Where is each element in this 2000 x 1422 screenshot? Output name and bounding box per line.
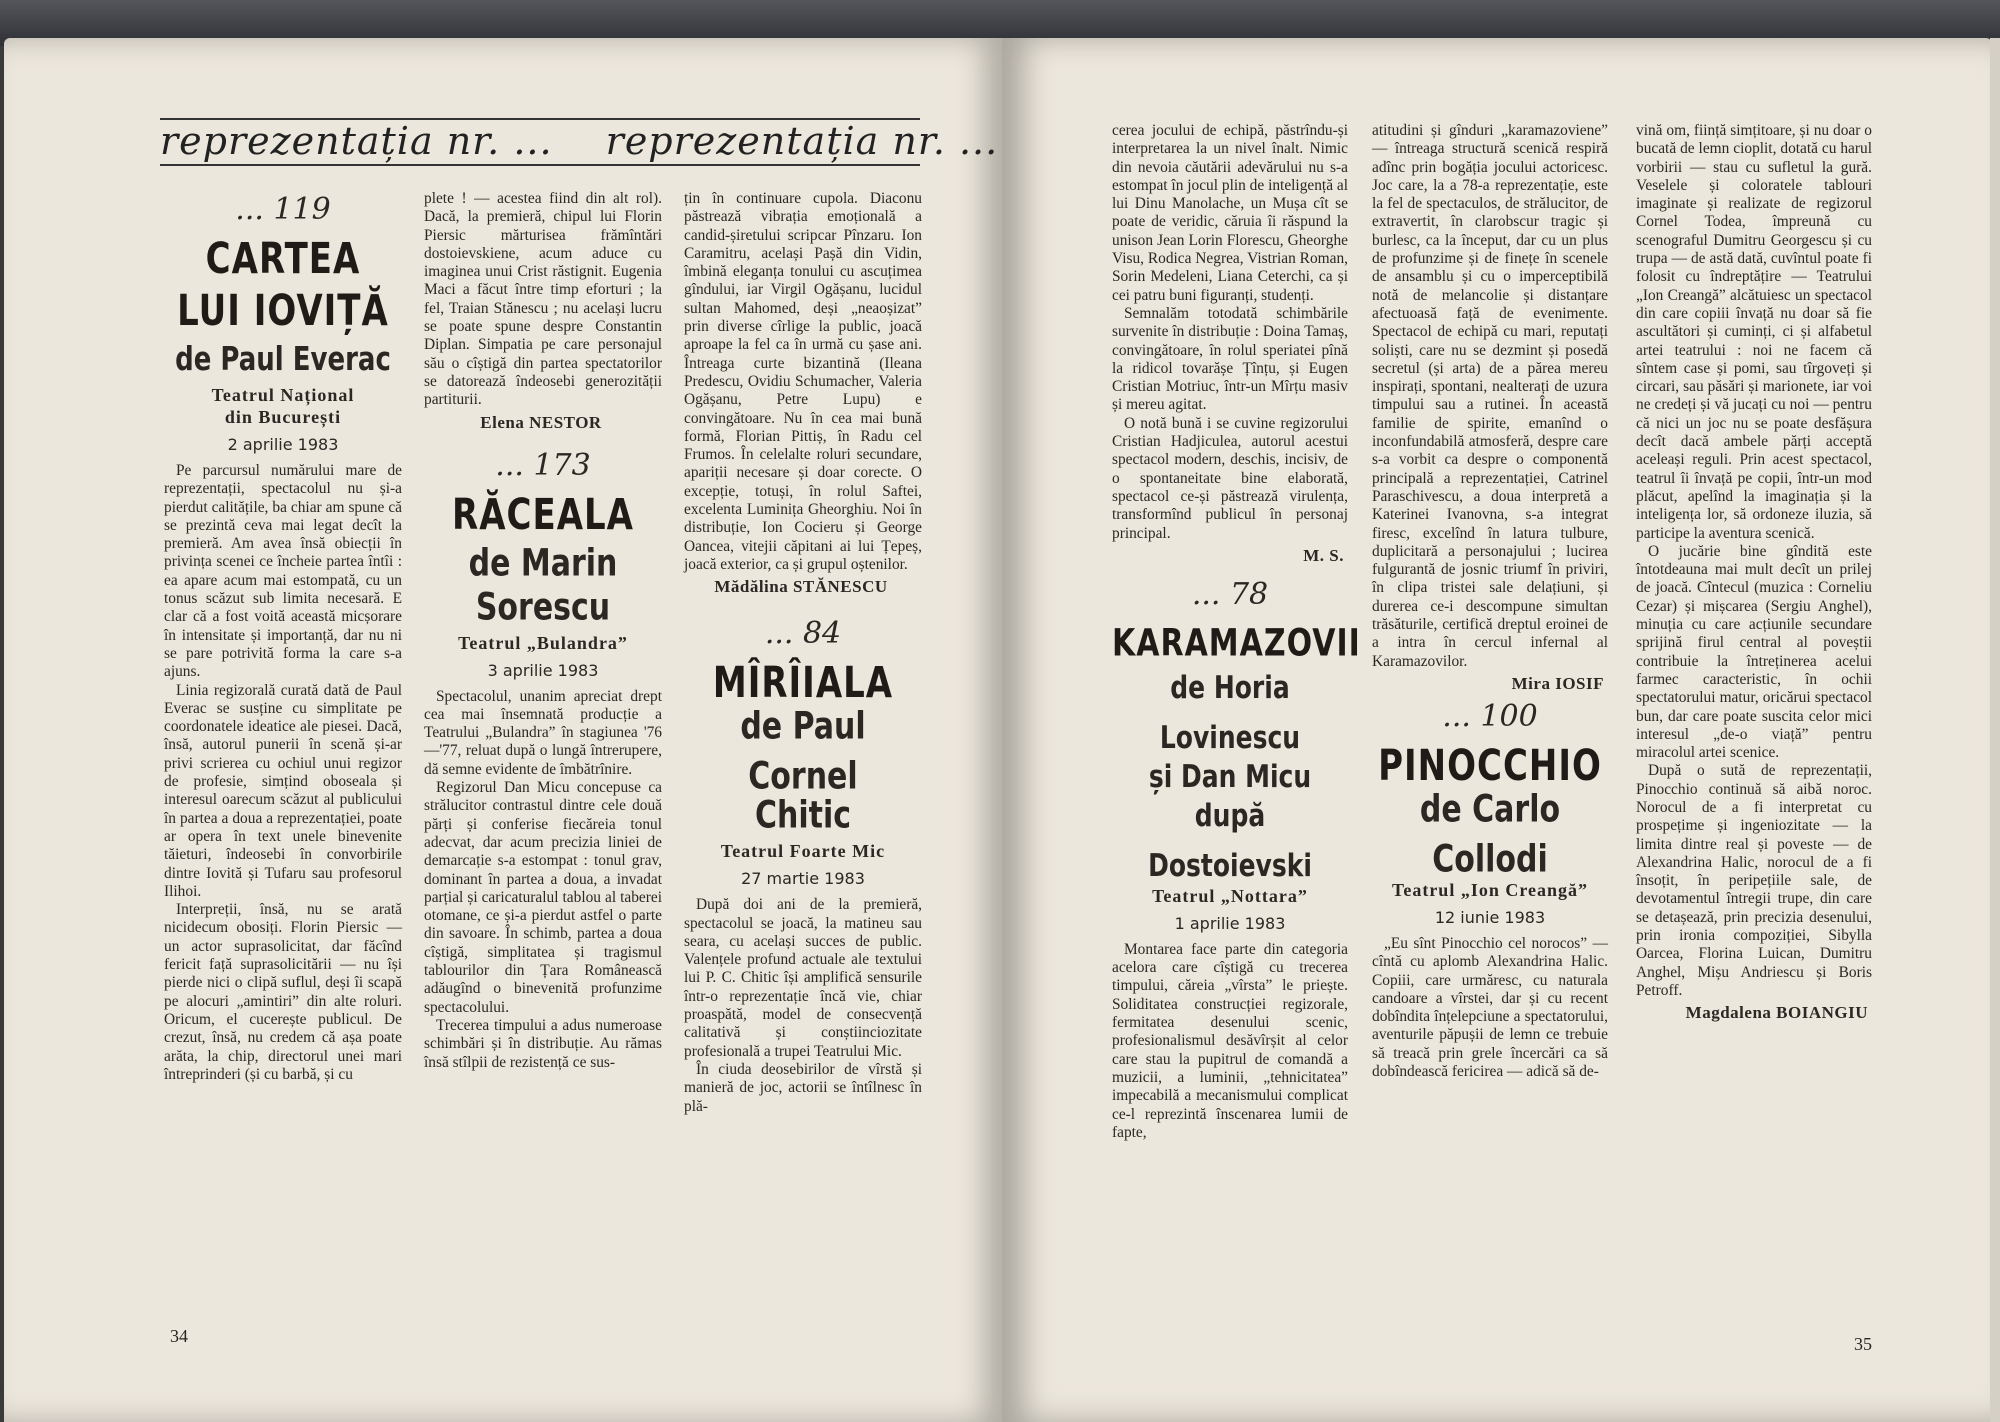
performance-date: 3 aprilie 1983 [487, 660, 599, 680]
article-author: de Paul Everac [175, 341, 391, 379]
article-number: ... 173 [495, 447, 591, 483]
page-number: 35 [1854, 1334, 1872, 1354]
signature: Mădălina STĂNESCU [714, 577, 888, 597]
header-text-2: reprezentația nr. ... [605, 119, 999, 163]
paragraph: Trecerea timpului a adus numeroase schimbări și în distribuție. Au rămas însă stîlpii de rezistență ce sus- [424, 1016, 662, 1071]
performance-date: 27 martie 1983 [741, 869, 865, 889]
paragraph: plete ! — acestea fiind din alt rol). Dacă, la premieră, chipul lui Florin Piersic mărturisea frămîntări dostoievskiene, acum aduce cu imaginea unui Crist răstignit. Eugenia Maci a făcut între timp eforturi ; la fel, Traian Stănescu ; nu același lucru se poate spune despre Constantin Diplan. Simpatia pe care personajul său o cîștigă din partea spectatorilor se datorează îndeosebi generozității partiturii. [424, 190, 662, 409]
article-title: MÎRÎIALA [712, 658, 894, 709]
article-author: de Horia Lovinescu [1159, 669, 1301, 756]
signature: Magdalena BOIANGIU [1685, 1003, 1868, 1023]
theatre-name: Teatrul „Nottara” [1152, 885, 1308, 906]
article-number: ... 78 [1191, 576, 1269, 612]
page-edge [1990, 38, 2000, 1422]
left-column-1 [164, 190, 402, 1084]
article-title: PINOCCHIO [1378, 740, 1602, 791]
theatre-name: Teatrul „Bulandra” [458, 632, 628, 653]
paragraph: Linia regizorală curată dată de Paul Everac se susține cu simplitate pe coordonatele ideatice ale piesei. Dacă, însă, autorul punerii în scenă și-ar privi scrierea cu ochiul unui regizor de profesie, simțind oboseala și interesul oarecum scăzut al publicului în partea a doua a reprezentației, poate ar opera în text unele binevenite tăieturi, îndeosebi în convorbirile dintre Iovită și Tufaru sau profesorul Ilihoi. [164, 681, 402, 900]
header-text-1: reprezentația nr. ... [160, 119, 553, 163]
paragraph: Regizorul Dan Micu concepuse ca strălucitor contrastul dintre cele două părți și conferise fiecăreia tonul adecvat, dar acum precizia liniei de demarcație s-a estompat : tonul grav, dominant în partea a doua, a invadat parțial și caricaturalul tablou al taberei otomane, ce și-a pierdut astfel o parte din savoare. În schimb, partea a doua cîștigă, simplitatea și tragismul tablourilor din Țara Românească adăugînd o binevenită profunzime spectacolului. [424, 779, 662, 1016]
article-author: după Dostoievski [1148, 797, 1312, 884]
right-column-2 [1372, 122, 1608, 1081]
theatre-name: Teatrul Național [211, 385, 355, 405]
theatre-name: Teatrul Foarte Mic [720, 841, 886, 862]
performance-date: 1 aprilie 1983 [1174, 913, 1286, 933]
section-header [160, 118, 999, 166]
signature: Elena NESTOR [480, 412, 602, 432]
article-author: de Marin [468, 541, 618, 585]
paragraph: țin în continuare cupola. Diaconu păstrează vibrația emoțională a candid-șiretului scripcar Pînzaru. Ion Caramitru, același Pașă din Vidin, îmbină eleganța tonului cu ascuțimea gîndului, iar Virgil Ogășanu, lucidul sultan Mahomed, deși „neaoșizat” prin diverse cîrlige la public, joacă aproape la fel ca în urmă cu șase ani. Întreaga curte bizantină (Ileana Predescu, Ovidiu Schumacher, Valeria Ogășanu, Petre Lupu) e convingătoare. Nu în cea mai bună formă, Florian Pittiș, în Radu cel Frumos. În celelalte roluri secundare, apariții necesare și doar corecte. O excepție, totuși, în rolul Saftei, excelenta Luminița Gheorghiu. Noi în distribuție, Ion Cocieru și George Oancea, vitejii căpitani ai lui Țepeș, joacă exterior, ca și grupul oștenilor. [684, 190, 922, 573]
article-number: ... 100 [1442, 698, 1538, 734]
article-title: KARAMAZOVII [1112, 621, 1361, 666]
paragraph: Semnalăm totodată schimbările survenite în distribuție : Doina Tamaș, convingătoare, în rolul speriatei pînă la ridicol tovarășe Țînțu, și Eugen Cristian Motriuc, într-un Mîrțu masiv și mereu agitat. [1112, 304, 1348, 414]
signature: M. S. [1303, 545, 1344, 565]
article-author: de Carlo Collodi [1419, 787, 1561, 882]
article-author: și Dan Micu [1148, 758, 1312, 795]
article-title: RĂCEALA [452, 489, 634, 540]
article-title: LUI IOVIȚĂ [177, 286, 389, 336]
paragraph: O notă bună i se cuvine regizorului Cristian Hadjiculea, autorul acestui spectacol modern, deschis, incisiv, de o spontaneitate bine elaborată, spectacol ce-și păstrează virulența, transformînd publicul în personaj principal. [1112, 414, 1348, 542]
paragraph: cerea jocului de echipă, păstrîndu-și interpretarea la un nivel înalt. Nimic din nevoia căutării adevărului nu s-a estompat în jocul plin de inteligență al lui Dinu Manolache, un Mușa cît se poate de veridic, căruia îi răspund la unison Jean Lorin Florescu, Gheorghe Visu, Rodica Negrea, Vistrian Roman, Sorin Medeleni, Liana Ceterchi, ca și cei patru buni figuranți, studenți. [1112, 122, 1348, 304]
left-column-3 [684, 190, 922, 1116]
paragraph: „Eu sînt Pinocchio cel norocos” — cîntă cu aplomb Alexandrina Halic. Copiii, care urmăresc, cu naturala candoare a vîrstei, dar și cu recent dobîndita înțelepciune a spectatorului, aventurile păpușii de lemn ce trebuie să treacă prin grele încercări ca să dobîndească fericirea — adică să de- [1372, 934, 1608, 1080]
article-number: ... 119 [235, 192, 331, 227]
paragraph: Pe parcursul numărului mare de reprezentații, spectacolul nu și-a pierdut calitățile, ba chiar am spune că se prezintă ceva mai legat decît la premieră. Am avea însă obiecții în privința scenei ce încheie partea întîi : ea apare acum mai estompată, cu un tonus scăzut sub limita necesară. E clar că a fost voită această micșorare în intensitate și importanță, dar nu ni se pare potrivită forma la care s-a ajuns. [164, 462, 402, 681]
paragraph: După doi ani de la premieră, spectacolul se joacă, la matineu sau seara, cu același succes de public. Valențele profund actuale ale textului lui P. C. Chitic își amplifică sensurile într-o reprezentație încă vie, chiar proaspătă, model de consecvență calitativă și conștiinciozitate profesională a trupei Teatrului Mic. [684, 896, 922, 1060]
right-column-1 [1112, 122, 1361, 1142]
left-column-2 [424, 190, 662, 1072]
article-title: CARTEA [205, 234, 361, 284]
performance-date: 2 aprilie 1983 [227, 435, 339, 454]
article-number: ... 84 [764, 616, 842, 652]
theatre-name: din București [224, 407, 342, 427]
performance-date: 12 iunie 1983 [1434, 907, 1546, 927]
paragraph: Spectacolul, unanim apreciat drept cea mai însemnată producție a Teatrului „Bulandra” în stagiunea '76—'77, reluat după o lungă întrerupere, dă semne evidente de îmbătrînire. [424, 687, 662, 778]
paragraph: După o sută de reprezentații, Pinocchio continuă să aibă noroc. Norocul de a fi interpretat cu prospețime și ingeniozitate — la limita dintre real și poveste — de Alexandrina Halic, norocul de a fi însoțit, în peripețiile sale, de devotamentul întregii trupe, din care se detașează, prin precizia desenului, prin ironia compoziției, Sibylla Oarcea, Florina Luican, Dumitru Anghel, Mișu Andriescu și Boris Petroff. [1636, 762, 1872, 999]
paragraph: În ciuda deosebirilor de vîrstă și manieră de joc, actorii se întîlnesc în plă- [684, 1060, 922, 1115]
paragraph: Interpreții, însă, nu se arată nicidecum obosiți. Florin Piersic — un actor suprasolicitat, dar făcînd fericit față suprasolicitării — nu își pierde nici o clipă suflul, deși îi scapă pe alocuri „amintiri” din alte roluri. Oricum, el cucerește publicul. De crezut, însă, nu credem că așa poate arăta, la chip, directorul unei mari întreprinderi (și cu barbă, și cu [164, 901, 402, 1083]
paragraph: vină om, ființă simțitoare, și nu doar o bucată de lemn cioplit, dotată cu harul vorbirii — stau cu sufletul la gură. Veselele și coloratele tablouri imaginate și realizate de regizorul Cornel Todea, împreună cu scenograful Dumitru Georgescu și cu trupa — de astă dată, cuvîntul poate fi folosit cu îndreptățire — Teatrului „Ion Creangă” alcătuiesc un spectacol din care copiii învață nu doar să fie ascultători și cuminți, ci și alfabetul artei teatrului : noi ne facem că sîntem case și pomi, sau tîrgoveți și circari, sau păsări și marionete, iar voi ne credeți și vă jucați cu noi — pentru că nici un joc nu se poate desfășura decît dacă ambele părți acceptă aceleași reguli. Prin acest spectacol, teatrul îi învață pe copii, într-un mod plăcut, apelînd la imaginația și la inteligența lor, să ordoneze iluzia, să participe la aventura scenică. [1636, 122, 1872, 542]
page-number: 34 [170, 1326, 188, 1346]
article-author: Sorescu [475, 585, 611, 629]
article-author: de Paul Cornel [740, 704, 866, 799]
paragraph: Montarea face parte din categoria acelora care cîștigă cu trecerea timpului, căreia „vîrsta” le priește. Soliditatea construcției regizorale, fermitatea desenului scenic, profesionalismul desăvîrșit al celor care stau la pupitrul de comandă a muzicii, a luminii, „tehnicitatea” impecabilă a mecanismului complicat ce-l reprezintă înscenarea lumii de fapte, [1112, 940, 1348, 1141]
paragraph: atitudini și gînduri „karamazoviene” — întreaga structură scenică respiră adînc prin bogăția jocului actoricesc. Joc care, la a 78-a reprezentație, este la fel de spectaculos, de strălucitor, de extravertit, în clarobscur tragic și burlesc, ca la început, dar cu un plus de profunzime și de finețe în scenele de ansamblu și cu o imperceptibilă notă de melancolie și distanțare afectuoasă față de evenimente. Spectacol de echipă cu mari, reputați soliști, care nu se dezmint și posedă secretul (și arta) de a părea mereu inspirați, spontani, nealterați de uzura timpului sau a rutinei. În această familie de spirite, emanînd o inconfundabilă atmosferă, despre care s-a vorbit ca despre o componentă principală a reprezentației, Catrinel Paraschivescu, a doua interpretă a Katerinei Ivanovna, s-a integrat firesc, excelînd în latura tulbure, duplicitară a personajului ; lucirea fulgurantă de josnic triumf în priviri, în clipa tristei sale delațiuni, și durerea ce-i descompune simultan trăsăturile, certifică dreptul eroinei de a intra în cercul infernal al Karamazovilor. [1372, 122, 1608, 670]
signature: Mira IOSIF [1511, 673, 1604, 693]
article-author: Chitic [754, 793, 852, 838]
right-column-3 [1636, 122, 1872, 1026]
paragraph: O jucărie bine gîndită este întotdeauna mai mult decît un prilej de joacă. Cîntecul (muzica : Corneliu Cezar) și mișcarea (Sergiu Anghel), minuția cu care acțiunile secundare sprijină firul central al poveștii contribuie la întreținerea acelui farmec caracteristic, în ochii spectatorului matur, oricărui spectacol bun, dar care poate suscita celor mici interesul „de-o viață” pentru miracolul artei scenice. [1636, 542, 1872, 762]
theatre-name: Teatrul „Ion Creangă” [1391, 879, 1589, 900]
